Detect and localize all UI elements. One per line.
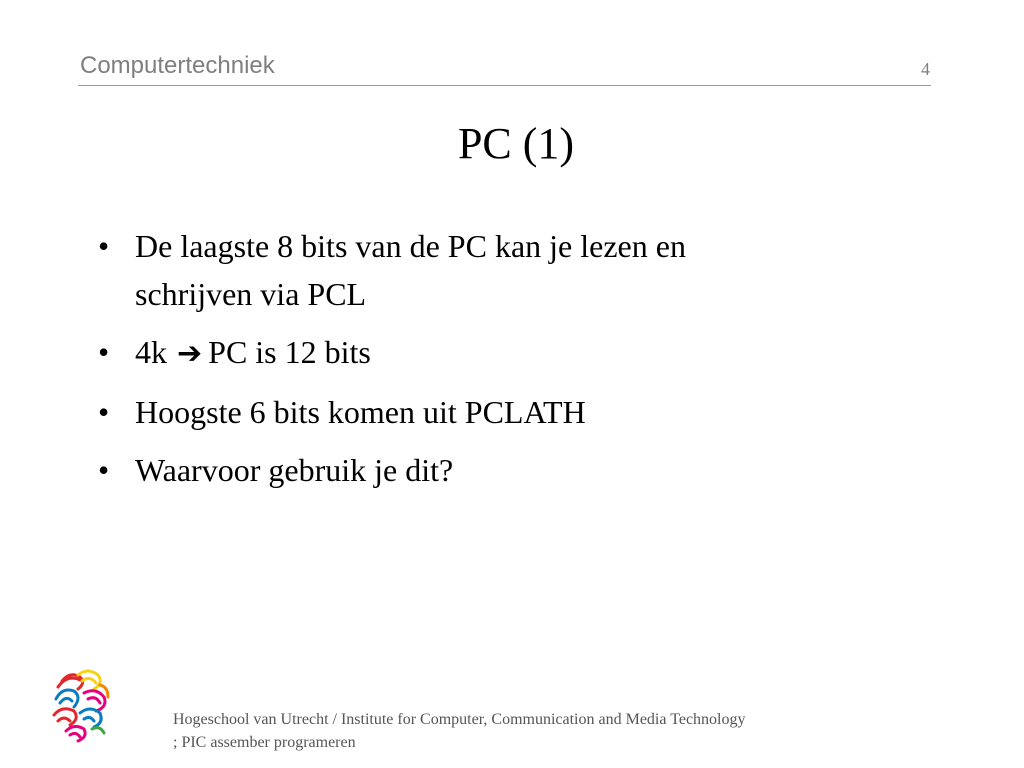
hogeschool-utrecht-logo-icon [48,663,120,747]
bullet-item-3 [98,388,858,436]
bullet-text-before-arrow: 4k [135,334,167,370]
bullet-dot: • [98,334,110,370]
footer [173,708,746,754]
bullet-item-1 [98,222,858,318]
bullet-text-line-2: schrijven via PCL [135,276,367,312]
header-divider [78,85,931,86]
bullet-item-2 [98,328,858,378]
bullet-dot: • [98,394,110,430]
right-arrow-icon: ➔ [177,336,203,371]
bullet-item-4 [98,446,858,494]
bullet-dot: • [98,452,110,488]
bullet-text-after-arrow: PC is 12 bits [208,334,371,370]
page-number: 4 [921,59,930,79]
footer-line-2: ; PIC assember programeren [173,734,356,751]
header-title: Computertechniek [80,52,275,79]
bullet-text-line-1: De laagste 8 bits van de PC kan je lezen en [135,228,686,264]
bullet-list [98,222,858,504]
bullet-text: Waarvoor gebruik je dit? [135,452,454,488]
bullet-text: Hoogste 6 bits komen uit PCLATH [135,394,586,430]
footer-line-1: Hogeschool van Utrecht / Institute for Computer, Communication and Media Technology [173,711,746,728]
bullet-dot: • [98,228,110,264]
slide-title: PC (1) [457,119,575,168]
